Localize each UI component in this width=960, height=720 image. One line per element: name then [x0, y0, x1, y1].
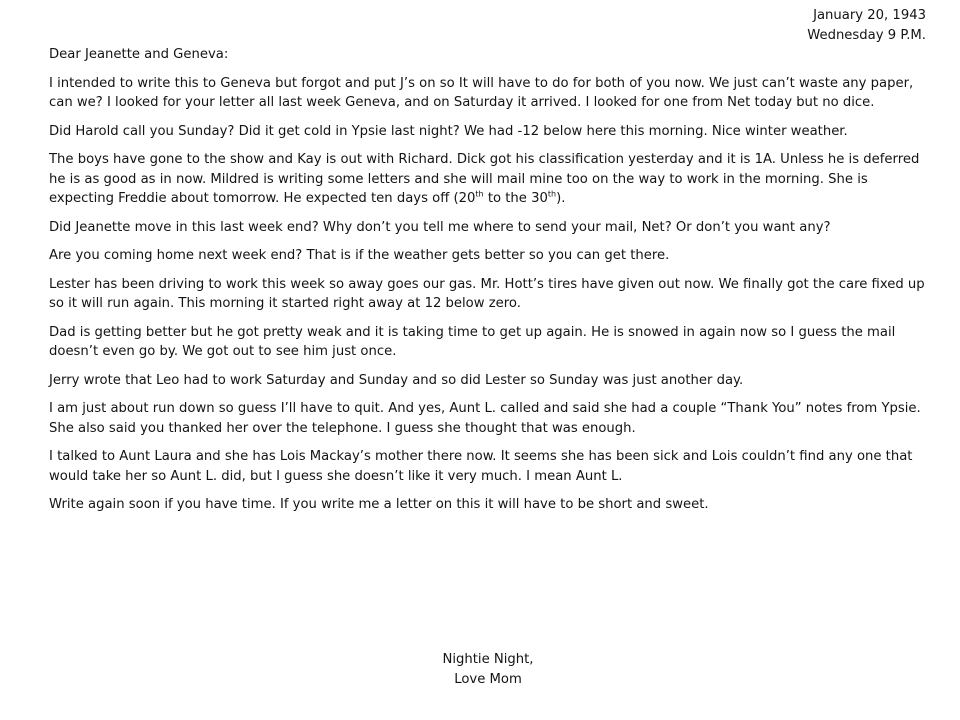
paragraph-3-text: The boys have gone to the show and Kay is out with Richard. Dick got his classification yesterday and it is 1A. Unless he is deferred he is as good as in now. Mildred is writing some letters and she will mail mine too on the way to work in the morning. She is expecting Freddie about tomorrow. He expected ten days off (20 — [49, 152, 920, 206]
paragraph-1: I intended to write this to Geneva but forgot and put J’s on so It will have to do for both of you now. We just can’t waste any paper, can we? I looked for your letter all last week Geneva, and on Saturday it arrived. I looked for one from Net today but no dice. — [49, 75, 914, 110]
paragraph-3-end: ). — [556, 191, 566, 206]
signature: Love Mom — [454, 672, 522, 687]
closing-block — [0, 650, 960, 690]
paragraph-8: Jerry wrote that Leo had to work Saturday and Sunday and so did Lester so Sunday was just another day. — [49, 372, 744, 388]
superscript-th-1: th — [475, 189, 484, 199]
letter-time: Wednesday 9 P.M. — [807, 28, 926, 43]
paragraph-3-mid: to the 30 — [483, 191, 548, 206]
superscript-th-2: th — [547, 189, 557, 199]
paragraph-7: Dad is getting better but he got pretty weak and it is taking time to get up again. He is snowed in again now so I guess the mail doesn’t even go by. We got out to see him just once. — [49, 324, 896, 359]
closing-line: Nightie Night, — [442, 652, 534, 667]
paragraph-11: Write again soon if you have time. If you write me a letter on this it will have to be short and sweet. — [49, 497, 709, 512]
paragraph-9: I am just about run down so guess I’ll have to quit. And yes, Aunt L. called and said she had a couple “Thank You” notes from Ypsie. She also said you thanked her over the telephone. I guess she thought that was enough. — [49, 401, 921, 436]
paragraph-4: Did Jeanette move in this last week end? Why don’t you tell me where to send your mail, Net? Or don’t you want any? — [49, 219, 831, 235]
letter-date: January 20, 1943 — [813, 8, 926, 23]
paragraph-2: Did Harold call you Sunday? Did it get cold in Ypsie last night? We had -12 below here this morning. Nice winter weather. — [49, 123, 848, 139]
paragraph-3 — [49, 150, 933, 209]
date-block — [807, 6, 926, 46]
salutation: Dear Jeanette and Geneva: — [49, 47, 229, 62]
paragraph-10: I talked to Aunt Laura and she has Lois Mackay’s mother there now. It seems she has been sick and Lois couldn’t find any one that would take her so Aunt L. did, but I guess she doesn’t like it very much. I mean Aunt L. — [49, 449, 913, 484]
letter-body — [49, 45, 933, 524]
paragraph-6: Lester has been driving to work this week so away goes our gas. Mr. Hott’s tires have given out now. We finally got the care fixed up so it will run again. This morning it started right away at 12 below zero. — [49, 276, 925, 311]
paragraph-5: Are you coming home next week end? That is if the weather gets better so you can get there. — [49, 248, 670, 263]
